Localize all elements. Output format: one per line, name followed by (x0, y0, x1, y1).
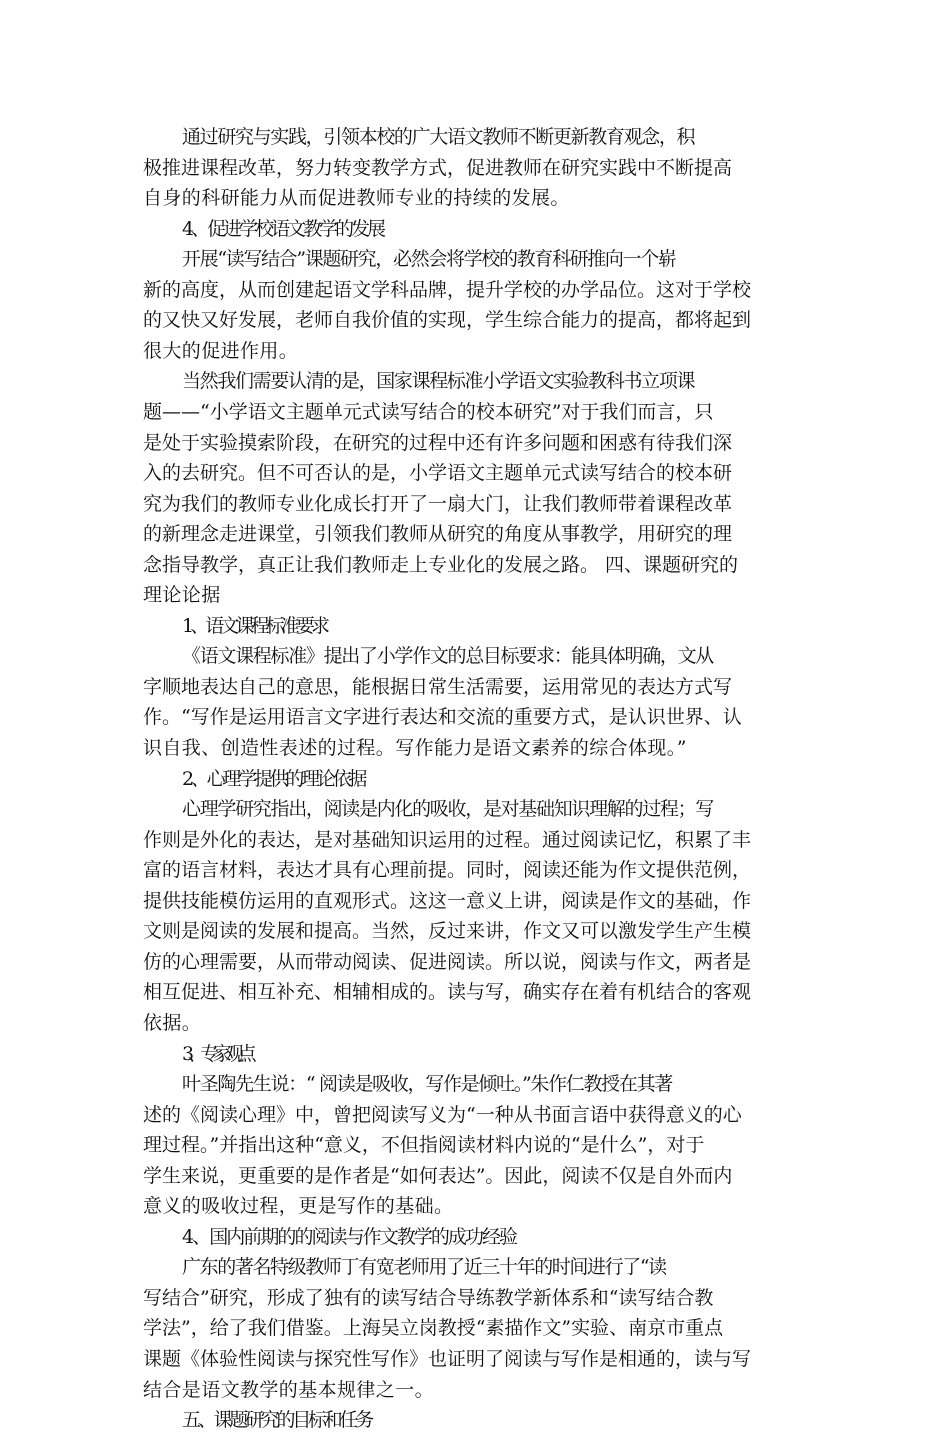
text-line: 述的《阅读心理》中，曾把阅读写义为“一种从书面言语中获得意义的心 (143, 1104, 742, 1126)
text-line: 富的语言材料，表达才具有心理前提。同时，阅读还能为作文提供范例， (143, 859, 752, 881)
text-line: 五、课题研究的目标和任务 (182, 1409, 372, 1431)
text-line: 学生来说，更重要的是作者是“如何表达”。因此，阅读不仅是自外而内 (143, 1165, 733, 1187)
text-line: 是处于实验摸索阶段，在研究的过程中还有许多问题和困惑有待我们深 (143, 432, 733, 454)
text-line: 念指导教学，真正让我们教师走上专业化的发展之路。 四、课题研究的 (143, 554, 739, 576)
text-line: 入的去研究。但不可否认的是，小学语文主题单元式读写结合的校本研 (143, 462, 733, 484)
text-line: 理论论据 (143, 584, 221, 606)
text-line: 仿的心理需要，从而带动阅读、促进阅读。所以说，阅读与作文，两者是 (143, 951, 752, 973)
text-line: 依据。 (143, 1012, 202, 1034)
text-line: 的又快又好发展，老师自我价值的实现，学生综合能力的提高，都将起到 (143, 309, 752, 331)
text-line: 自身的科研能力从而促进教师专业的持续的发展。 (143, 187, 570, 209)
text-line: 叶圣陶先生说：“ 阅读是吸收，写作是倾吐。”朱作仁教授在其著 (182, 1073, 672, 1095)
text-line: 开展“读写结合”课题研究，必然会将学校的教育科研推向一个崭 (182, 248, 676, 270)
text-line: 4、促进学校语文教学的发展 (182, 218, 384, 240)
text-line: 理过程。”并指出这种“意义，不但指阅读材料内说的“是什么”，对于 (143, 1134, 705, 1156)
text-line: 广东的著名特级教师丁有宽老师用了近三十年的时间进行了“读 (182, 1256, 666, 1278)
text-line: 究为我们的教师专业化成长打开了一扇大门，让我们教师带着课程改革 (143, 493, 733, 515)
text-line: 学法”，给了我们借鉴。上海吴立岗教授“素描作文”实验、南京市重点 (143, 1317, 724, 1339)
text-line: 1、语文课程标准要求 (182, 615, 327, 637)
text-line: 题——“小学语文主题单元式读写结合的校本研究”对于我们而言，只 (143, 401, 714, 423)
text-line: 字顺地表达自己的意思，能根据日常生活需要，运用常见的表达方式写 (143, 676, 733, 698)
text-line: 识自我、创造性表述的过程。写作能力是语文素养的综合体现。” (143, 737, 687, 759)
text-line: 文则是阅读的发展和提高。当然，反过来讲，作文又可以激发学生产生模 (143, 920, 752, 942)
text-line: 《语文课程标准》提出了小学作文的总目标要求：能具体明确，文从 (182, 645, 714, 667)
text-line: 作。“写作是运用语言文字进行表达和交流的重要方式，是认识世界、认 (143, 706, 742, 728)
text-line: 结合是语文教学的基本规律之一。 (143, 1379, 435, 1401)
text-line: 当然我们需要认清的是，国家课程标准小学语文实验教科书立项课 (182, 370, 695, 392)
text-line: 相互促进、相互补充、相辅相成的。读与写，确实存在着有机结合的客观 (143, 981, 752, 1003)
text-line: 4、国内前期的的阅读与作文教学的成功经验 (182, 1226, 517, 1248)
text-line: 新的高度，从而创建起语文学科品牌，提升学校的办学品位。这对于学校 (143, 279, 752, 301)
text-line: 很大的促进作用。 (143, 340, 299, 362)
text-line: 的新理念走进课堂，引领我们教师从研究的角度从事教学，用研究的理 (143, 523, 733, 545)
text-line: 通过研究与实践，引领本校的广大语文教师不断更新教育观念，积 (182, 126, 695, 148)
text-line: 作则是外化的表达，是对基础知识运用的过程。通过阅读记忆，积累了丰 (143, 829, 752, 851)
text-line: 2、心理学提供的理论依据 (182, 768, 365, 790)
text-line: 写结合”研究，形成了独有的读写结合导练教学新体系和“读写结合教 (143, 1287, 714, 1309)
text-line: 极推进课程改革，努力转变教学方式，促进教师在研究实践中不断提高 (143, 157, 733, 179)
text-line: 提供技能模仿运用的直观形式。这这一意义上讲，阅读是作文的基础，作 (143, 890, 752, 912)
text-line: 心理学研究指出，阅读是内化的吸收，是对基础知识理解的过程；写 (182, 798, 714, 820)
text-line: 3、专家观点 (182, 1043, 251, 1065)
text-line: 意义的吸收过程，更是写作的基础。 (143, 1195, 454, 1217)
text-line: 课题《体验性阅读与探究性写作》也证明了阅读与写作是相通的，读与写 (143, 1348, 752, 1370)
